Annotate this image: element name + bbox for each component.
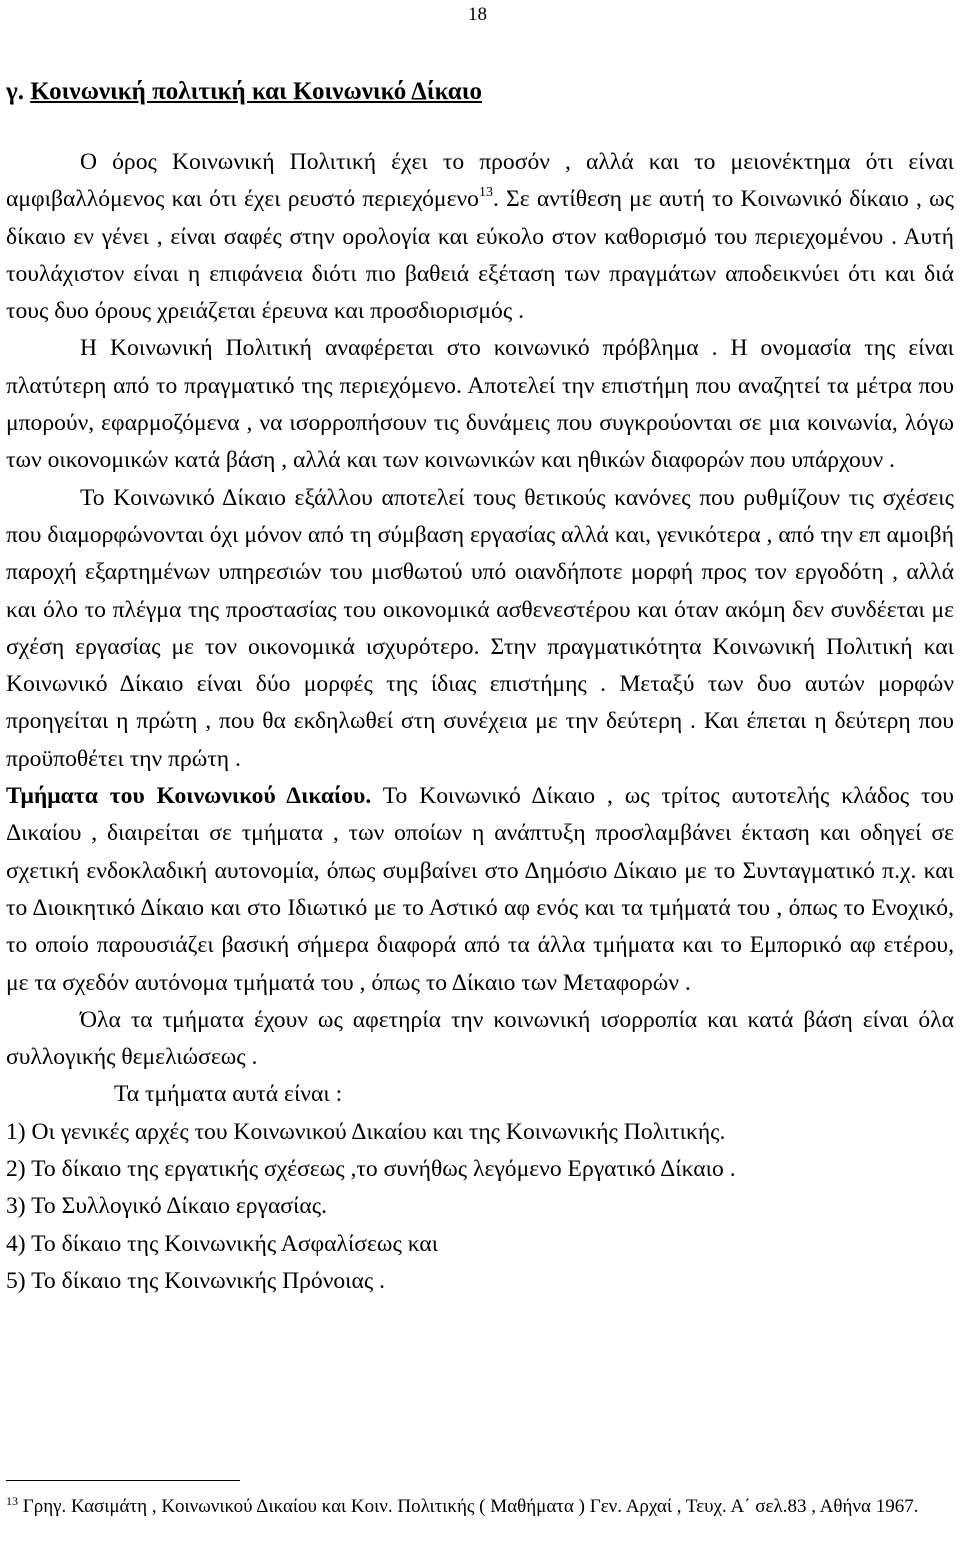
footnote-text: Γρηγ. Κασιμάτη , Κοινωνικού Δικαίου και Κοιν. Πολιτικής ( Μαθήματα ) Γεν. Αρχαί , Τευχ. Α΄ σελ.83 , Αθήνα 1967.: [18, 1496, 919, 1517]
page-number: 18: [468, 4, 487, 25]
list-item: 5) Το δίκαιο της Κοινωνικής Πρόνοιας .: [6, 1267, 386, 1294]
paragraph-5: Όλα τα τμήματα έχουν ως αφετηρία την κοινωνική ισορροπία και κατά βάση είναι όλα συλλογικής θεμελιώσεως .: [6, 1006, 954, 1071]
paragraph-1-part-b: . Σε αντίθεση με αυτή το Κοινωνικό δίκαιο , ως δίκαιο εν γένει , είναι σαφές στην ορολογία και εύκολο στον καθορισμό του περιεχομένου . Αυτή τουλάχιστον είναι η επιφάνεια διότι πιο βαθειά εξέταση των πραγμάτων αποδεικνύει ότι και διά τους δυο όρους χρειάζεται έρευνα και προσδιορισμός .: [6, 186, 954, 325]
section-heading-prefix: γ.: [6, 78, 24, 105]
footnote: [6, 1494, 950, 1520]
document-body: [6, 144, 954, 1300]
paragraph-4: [6, 778, 954, 1002]
list-item: 4) Το δίκαιο της Κοινωνικής Ασφαλίσεως και: [6, 1230, 439, 1257]
list-item: 2) Το δίκαιο της εργατικής σχέσεως ,το συνήθως λεγόμενο Εργατικό Δίκαιο .: [6, 1156, 736, 1183]
paragraph-3: Το Κοινωνικό Δίκαιο εξάλλου αποτελεί τους θετικούς κανόνες που ρυθμίζουν τις σχέσεις που διαμορφώνονται όχι μόνον από τη σύμβαση εργασίας αλλά και, γενικότερα , από την επ αμοιβή παροχή εξαρτημένων υπηρεσιών του μισθωτού υπό οιανδήποτε μορφή προς τον εργοδότη , αλλά και όλο το πλέγμα της προστασίας του οικονομικά ασθενεστέρου και όταν ακόμη δεν συνδέεται με σχέση εργασίας με τον οικονομικά ισχυρότερο. Στην πραγματικότητα Κοινωνική Πολιτική και Κοινωνικό Δίκαιο είναι δύο μορφές της ίδιας επιστήμης . Μεταξύ των δυο αυτών μορφών προηγείται η πρώτη , που θα εκδηλωθεί στη συνέχεια με την δεύτερη . Και έπεται η δεύτερη που προϋποθέτει την πρώτη .: [6, 484, 954, 772]
footnote-separator: [6, 1480, 240, 1481]
section-heading: [6, 78, 482, 106]
list-intro: Τα τμήματα αυτά είναι :: [114, 1081, 343, 1108]
paragraph-4-text: Το Κοινωνικό Δίκαιο , ως τρίτος αυτοτελής κλάδος του Δικαίου , διαιρείται σε τμήματα , των οποίων η ανάπτυξη προσλαμβάνει έκταση και οδηγεί σε σχετική ενδοκλαδική αυτονομία, όπως συμβαίνει στο Δημόσιο Δίκαιο με το Συνταγματικό π.χ. και το Διοικητικό Δίκαιο και στο Ιδιωτικό με το Αστικό αφ ενός και τα τμήματά του , όπως το Ενοχικό, το οποίο παρουσιάζει βασική σήμερα διαφορά από τα άλλα τμήματα και το Εμπορικό αφ ετέρου, με τα σχεδόν αυτόνομα τμήματά του , όπως το Δίκαιο των Μεταφορών .: [6, 783, 954, 996]
paragraph-1-part-a: Ο όρος Κοινωνική Πολιτική έχει το προσόν , αλλά και το μειονέκτημα ότι είναι αμφιβαλλόμενος και ότι έχει ρευστό περιεχόμενο: [6, 149, 954, 213]
paragraph-2: Η Κοινωνική Πολιτική αναφέρεται στο κοινωνικό πρόβλημα . Η ονομασία της είναι πλατύτερη από το πραγματικό της περιεχόμενο. Αποτελεί την επιστήμη που αναζητεί τα μέτρα που μπορούν, εφαρμοζόμενα , να ισορροπήσουν τις δυνάμεις που συγκρούονται σε μια κοινωνία, λόγω των οικονομικών κατά βάση , αλλά και των κοινωνικών και ηθικών διαφορών που υπάρχουν .: [6, 335, 954, 474]
list-item: 3) Το Συλλογικό Δίκαιο εργασίας.: [6, 1193, 327, 1220]
footnote-number: 13: [6, 1494, 18, 1508]
list-item: 1) Οι γενικές αρχές του Κοινωνικού Δικαίου και της Κοινωνικής Πολιτικής.: [6, 1118, 726, 1145]
paragraph-1: [6, 144, 954, 330]
subsection-heading: Τμήματα του Κοινωνικού Δικαίου.: [6, 783, 372, 810]
footnote-reference: 13: [478, 185, 493, 201]
section-heading-title: Κοινωνική πολιτική και Κοινωνικό Δίκαιο: [30, 78, 482, 105]
